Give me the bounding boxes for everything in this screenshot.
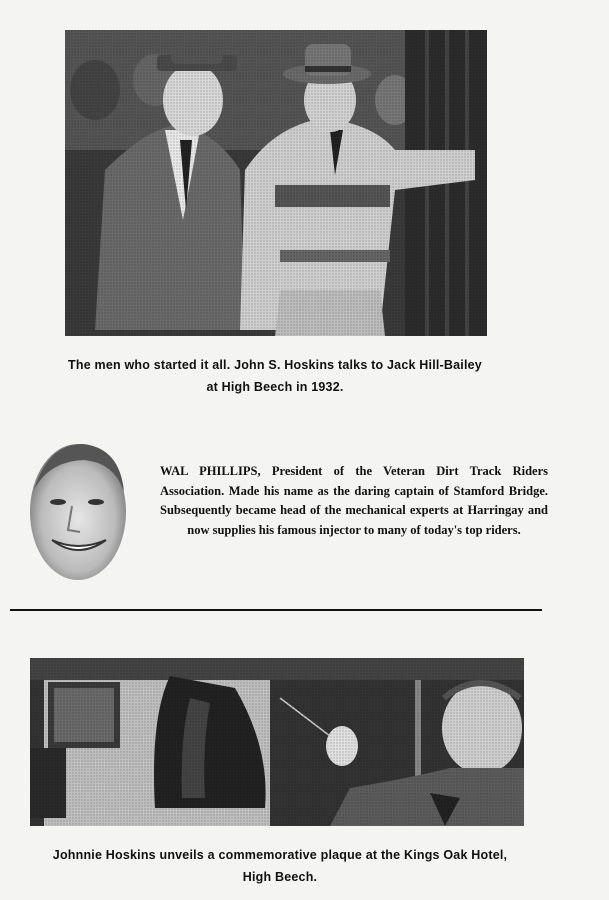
profile-biography: WAL PHILLIPS, President of the Veteran Dirt Track Riders Association. Made his name as the daring captain of Stamford Bridge. Subsequently became head of the mechanical experts at Harringay and now supplies his famous injector to many of today's top riders. (160, 464, 548, 537)
top-photo-caption-continued: at High Beech in 1932. (206, 380, 344, 394)
portrait-photo (28, 440, 128, 582)
bottom-photograph (30, 658, 524, 826)
top-photo-caption: The men who started it all. John S. Hoskins talks to Jack Hill-Bailey (68, 358, 482, 372)
section-divider (10, 609, 542, 611)
bottom-photo-caption-continued: High Beech. (242, 870, 318, 884)
top-photograph (65, 30, 487, 336)
bottom-photo-caption: Johnnie Hoskins unveils a commemorative plaque at the Kings Oak Hotel, (52, 848, 508, 862)
